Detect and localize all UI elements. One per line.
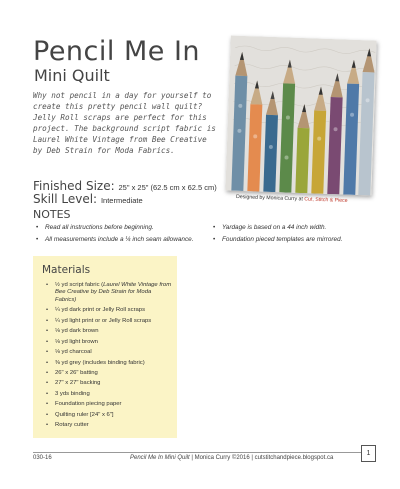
pattern-title: Pencil Me In (33, 36, 201, 67)
materials-item: • ¼ yd dark print or Jelly Roll scraps (55, 307, 173, 314)
note-item: • Yardage is based on a 44 inch width. (222, 224, 326, 231)
photo-caption (236, 194, 348, 204)
skill-level-label: Skill Level: (33, 192, 98, 206)
finished-size-label: Finished Size: (33, 179, 115, 193)
materials-item: • Quilting ruler [24" x 6"] (55, 412, 173, 419)
materials-item: • ¼ yd light print or or Jelly Roll scraps (55, 318, 173, 325)
materials-box (33, 256, 177, 438)
materials-item: • Rotary cutter (55, 422, 173, 429)
materials-item: • ⅜ yd grey (includes binding fabric) (55, 360, 173, 367)
footer-credits-text: | Monica Curry ©2016 | cutstitchandpiece.blogspot.ca (189, 455, 334, 461)
materials-item-note: Laurel White Vintage from Bee Creative by Deb Strain for Moda Fabrics) (55, 282, 172, 303)
materials-heading: Materials (42, 264, 91, 276)
skill-level-value: Intermediate (100, 196, 143, 205)
materials-item: • 3 yds binding (55, 391, 173, 398)
pattern-subtitle: Mini Quilt (34, 66, 110, 85)
materials-item: • 26" x 26" batting (55, 370, 173, 377)
materials-item: • Foundation piecing paper (55, 401, 173, 408)
materials-item-text: ½ yd script fabric ( (55, 282, 104, 288)
note-item: • All measurements include a ¼ inch seam allowance. (45, 236, 193, 243)
materials-item: • ⅛ yd dark brown (55, 328, 173, 335)
footer-pattern-name: Pencil Me In Mini Quilt (130, 455, 190, 461)
notes-heading: NOTES (33, 208, 71, 221)
quilt-photo (225, 35, 376, 195)
finished-size-value: 25" x 25" (62.5 cm x 62.5 cm) (118, 183, 217, 192)
skill-level (33, 193, 143, 205)
materials-item: • 27" x 27" backing (55, 380, 173, 387)
page-number: 1 (361, 445, 376, 462)
note-item: • Read all instructions before beginning. (45, 224, 154, 231)
caption-site-link[interactable]: Cut, Stitch & Piece (304, 196, 348, 204)
materials-item (55, 282, 173, 304)
footer-rule (33, 452, 364, 453)
materials-item: • ⅛ yd charcoal (55, 349, 173, 356)
caption-prefix: Designed by Monica Curry at (235, 194, 305, 203)
note-item: • Foundation pieced templates are mirrored. (222, 236, 342, 243)
footer-credits (130, 455, 333, 461)
intro-paragraph: Why not pencil in a day for yourself to create this pretty pencil wall quilt? Jelly Roll scraps are perfect for this project. The background script fabric is Laurel White Vintage from Bee Creative by Deb Strain for Moda Fabrics. (33, 91, 216, 155)
materials-item: • ⅛ yd light brown (55, 339, 173, 346)
pencil-quilt-image (225, 35, 376, 195)
finished-size (33, 180, 217, 192)
footer-code: 030-16 (33, 455, 52, 461)
materials-list (55, 282, 173, 433)
